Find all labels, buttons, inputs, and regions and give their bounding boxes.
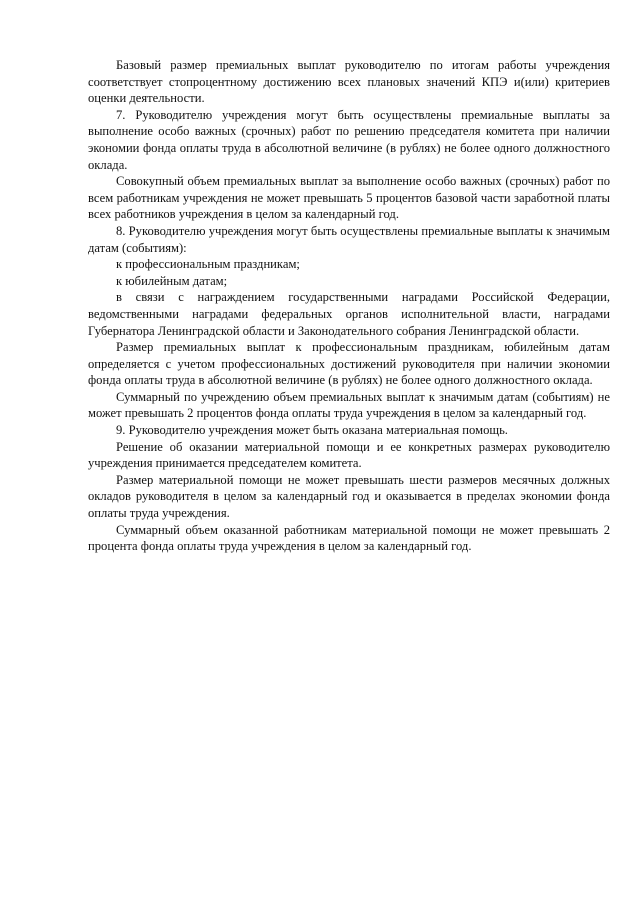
paragraph-assistance-size: Размер материальной помощи не может превышать шести размеров месячных должных окладов руководителя в целом за календарный год и оказывается в пределах экономии фонда оплаты труда учреждения. (88, 472, 610, 521)
paragraph-item-9: 9. Руководителю учреждения может быть оказана материальная помощь. (116, 423, 508, 438)
paragraph-item-7: 7. Руководителю учреждения могут быть осуществлены премиальные выплаты за выполнение особо важных (срочных) работ по решению председателя комитета при наличии экономии фонда оплаты труда в абсолютной величине (в рублях) не более одного должностного оклада. (88, 107, 610, 172)
list-item-anniversaries: к юбилейным датам; (116, 273, 228, 288)
list-item-state-awards: в связи с награждением государственными наградами Российской Федерации, ведомственными наградами федеральных органов исполнительной власти, наградами Губернатора Ленинградской области и Законодательного собрания Ленинградской области. (88, 290, 610, 338)
paragraph-base-bonus: Базовый размер премиальных выплат руководителю по итогам работы учреждения соответствует стопроцентному достижению всех плановых значений КПЭ и(или) критериев оценки деятельности. (88, 58, 610, 106)
paragraph-holiday-bonus-size: Размер премиальных выплат к профессиональным праздникам, юбилейным датам определяется с учетом профессиональных достижений руководителя при наличии экономии фонда оплаты труда в абсолютной величине (в рублях) не более одного должностного оклада. (88, 340, 610, 388)
paragraph-assistance-decision: Решение об оказании материальной помощи и ее конкретных размерах руководителю учреждения принимается председателем комитета. (88, 439, 610, 471)
paragraph-significant-dates-limit: Суммарный по учреждению объем премиальных выплат к значимым датам (событиям) не может превышать 2 процентов фонда оплаты труда учреждения в целом за календарный год. (88, 389, 610, 421)
paragraph-urgent-work-limit: Совокупный объем премиальных выплат за выполнение особо важных (срочных) работ по всем работникам учреждения не может превышать 5 процентов базовой части заработной платы всех работников учреждения в целом за календарный год. (88, 174, 610, 222)
paragraph-assistance-total-limit: Суммарный объем оказанной работникам материальной помощи не может превышать 2 процента фонда оплаты труда учреждения в целом за календарный год. (88, 522, 610, 554)
list-item-professional-holidays: к профессиональным праздникам; (116, 257, 300, 272)
paragraph-item-8: 8. Руководителю учреждения могут быть осуществлены премиальные выплаты к значимым датам (событиям): (88, 223, 610, 255)
document-body (88, 57, 610, 555)
